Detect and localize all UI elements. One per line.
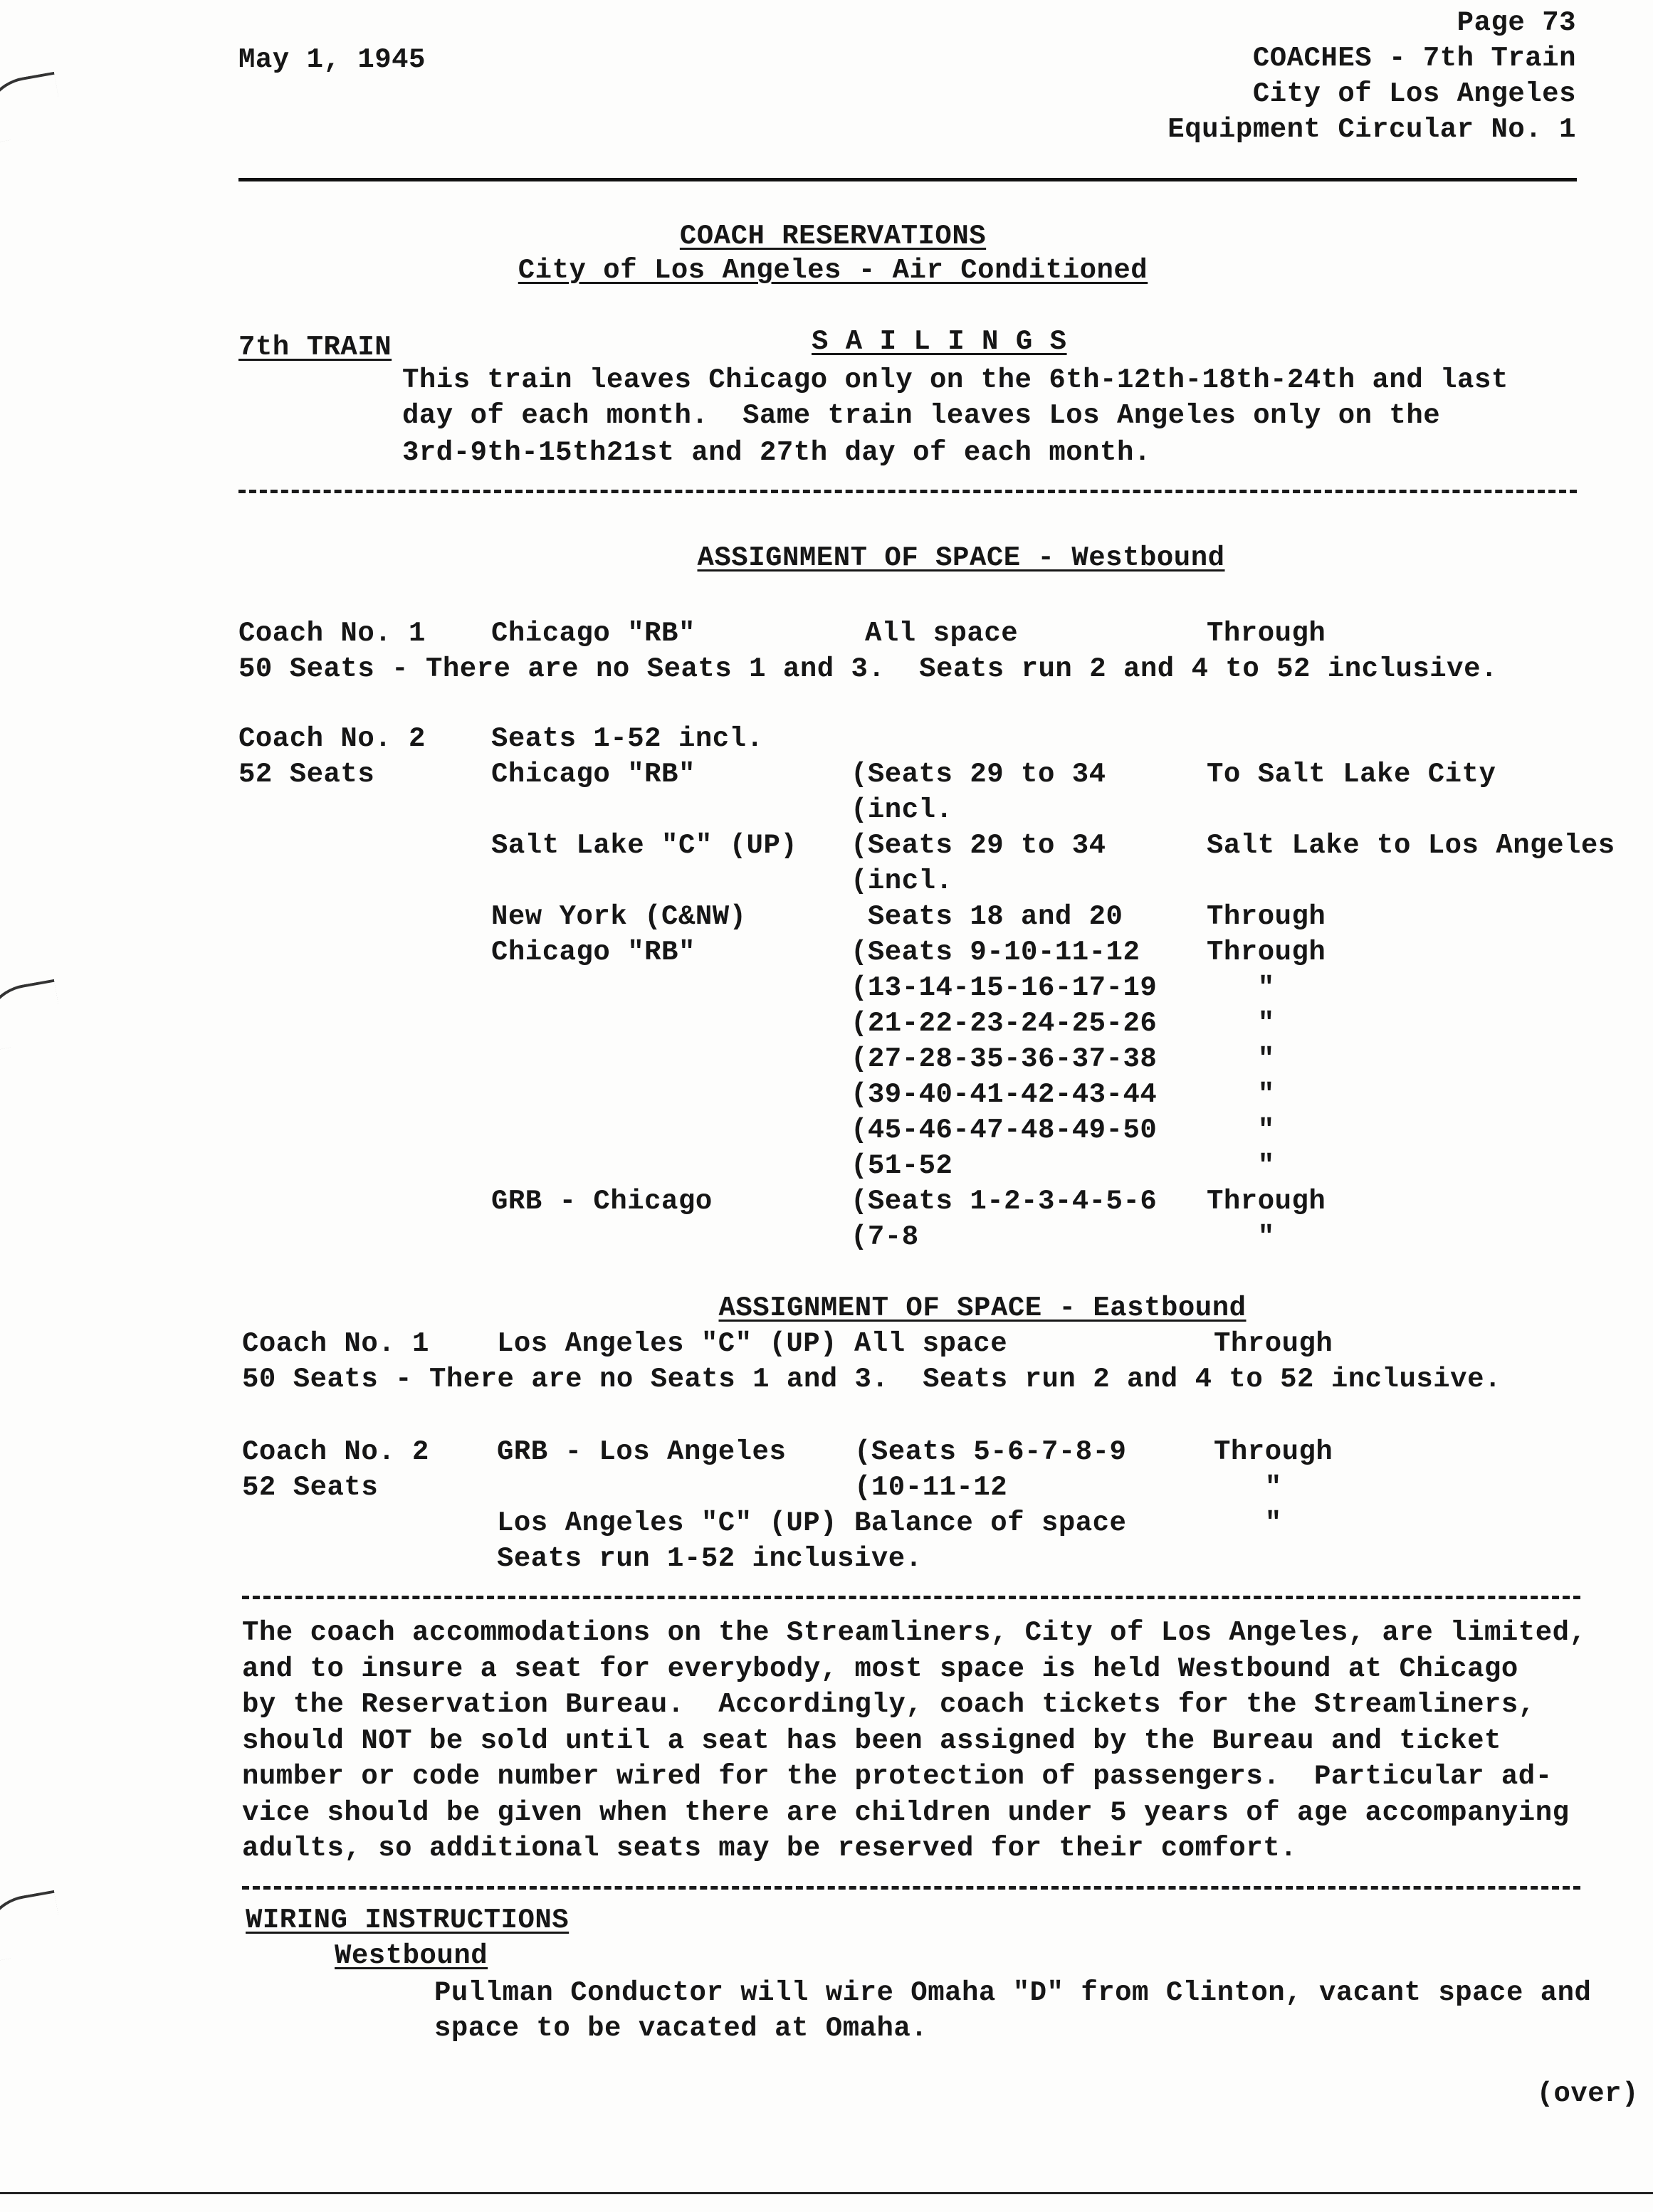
eb-coach2-count: 52 Seats xyxy=(242,1472,379,1503)
header-section: COACHES - 7th Train xyxy=(1252,43,1576,74)
wb-row-dest: " xyxy=(1207,1150,1275,1181)
wiring-line-1: Pullman Conductor will wire Omaha "D" from Clinton, vacant space and xyxy=(434,1977,1592,2008)
eb-coach1-origin: Los Angeles "C" (UP) All space xyxy=(497,1328,1008,1359)
eb-row-origin: GRB - Los Angeles xyxy=(497,1436,787,1468)
header-date: May 1, 1945 xyxy=(238,44,426,75)
wb-coach1-dest: Through xyxy=(1207,618,1326,649)
wb-row-seats: (Seats 29 to 34 xyxy=(851,830,1106,861)
eastbound-heading: ASSIGNMENT OF SPACE - Eastbound xyxy=(718,1292,1247,1324)
wb-row-seats: (Seats 29 to 34 xyxy=(851,759,1106,790)
wiring-heading: WIRING INSTRUCTIONS xyxy=(246,1905,570,1936)
wb-row-origin: Chicago "RB" xyxy=(491,759,696,790)
wb-row-seats: (51-52 xyxy=(851,1150,953,1181)
binder-hole-bottom xyxy=(0,1890,64,1964)
sailings-line-1: This train leaves Chicago only on the 6th-12th-18th-24th and last xyxy=(402,364,1508,396)
wb-row-seats: (27-28-35-36-37-38 xyxy=(851,1043,1158,1075)
wiring-line-2: space to be vacated at Omaha. xyxy=(434,2013,928,2044)
wiring-subheading: Westbound xyxy=(335,1940,488,1971)
sailings-heading: S A I L I N G S xyxy=(812,326,1067,357)
wb-coach1-origin: Chicago "RB" xyxy=(491,618,696,649)
eb-coach2-balance-dest: " xyxy=(1214,1507,1282,1539)
eb-coach2-inclusive: Seats run 1-52 inclusive. xyxy=(497,1543,923,1574)
wb-row-seats: (Seats 1-2-3-4-5-6 xyxy=(851,1186,1158,1217)
eb-coach1-note: 50 Seats - There are no Seats 1 and 3. Seats run 2 and 4 to 52 inclusive. xyxy=(242,1364,1501,1395)
notice-line: by the Reservation Bureau. Accordingly, coach tickets for the Streamliners, xyxy=(242,1689,1536,1720)
wb-row-dest: " xyxy=(1207,1079,1275,1110)
wb-coach1-note: 50 Seats - There are no Seats 1 and 3. Seats run 2 and 4 to 52 inclusive. xyxy=(238,653,1498,685)
binder-hole-middle xyxy=(0,979,64,1053)
wb-row-seats: (incl. xyxy=(851,865,953,897)
wb-row-dest: " xyxy=(1207,972,1275,1004)
wb-row-origin: Chicago "RB" xyxy=(491,937,696,968)
wb-row-dest: " xyxy=(1207,1008,1275,1039)
notice-line: The coach accommodations on the Streamliners, City of Los Angeles, are limited, xyxy=(242,1617,1587,1648)
header-circular: Equipment Circular No. 1 xyxy=(1167,114,1576,145)
wb-coach1-seats: All space xyxy=(865,618,1019,649)
wb-row-seats: (39-40-41-42-43-44 xyxy=(851,1079,1158,1110)
notice-line: should NOT be sold until a seat has been assigned by the Bureau and ticket xyxy=(242,1724,1501,1757)
wb-row-seats: (Seats 9-10-11-12 xyxy=(851,937,1140,968)
wb-row-dest: " xyxy=(1207,1043,1275,1075)
eb-coach2-balance: Los Angeles "C" (UP) Balance of space xyxy=(497,1507,1127,1539)
wb-row-seats: (7-8 xyxy=(851,1221,919,1253)
dashed-divider-2 xyxy=(242,1596,1580,1599)
header-page: Page 73 xyxy=(1457,7,1576,38)
wb-row-origin: Salt Lake "C" (UP) xyxy=(491,830,798,861)
wb-row-dest: To Salt Lake City xyxy=(1207,759,1496,790)
page-subtitle: City of Los Angeles - Air Conditioned xyxy=(518,255,1148,286)
wb-row-origin: GRB - Chicago xyxy=(491,1186,713,1217)
wb-row-dest: Through xyxy=(1207,937,1326,968)
eb-coach1-label: Coach No. 1 xyxy=(242,1328,429,1359)
page-title: COACH RESERVATIONS xyxy=(679,221,987,252)
header-rule xyxy=(238,178,1577,181)
wb-coach1-label: Coach No. 1 xyxy=(238,618,426,649)
eb-row-seats: (10-11-12 xyxy=(854,1472,1008,1503)
eb-row-dest: " xyxy=(1214,1472,1282,1503)
eb-coach2-label: Coach No. 2 xyxy=(242,1436,429,1468)
wb-row-dest: Salt Lake to Los Angeles xyxy=(1207,830,1615,861)
footer-over: (over) xyxy=(1536,2078,1639,2110)
wb-row-origin: New York (C&NW) xyxy=(491,901,747,932)
eb-row-seats: (Seats 5-6-7-8-9 xyxy=(854,1436,1127,1468)
wb-row-dest: " xyxy=(1207,1115,1275,1146)
notice-line: adults, so additional seats may be reserved for their comfort. xyxy=(242,1833,1298,1864)
binder-hole-top xyxy=(0,72,64,145)
wb-row-seats: Seats 18 and 20 xyxy=(851,901,1123,932)
notice-line: and to insure a seat for everybody, most space is held Westbound at Chicago xyxy=(242,1653,1518,1685)
wb-row-dest: Through xyxy=(1207,901,1326,932)
wb-row-seats: (13-14-15-16-17-19 xyxy=(851,972,1158,1004)
dashed-divider-1 xyxy=(238,490,1577,493)
wb-coach2-header: Seats 1-52 incl. xyxy=(491,723,764,754)
wb-row-dest: Through xyxy=(1207,1186,1326,1217)
page-bottom-edge xyxy=(0,2192,1653,2194)
dashed-divider-3 xyxy=(242,1886,1580,1890)
westbound-heading: ASSIGNMENT OF SPACE - Westbound xyxy=(697,542,1225,574)
sailings-line-3: 3rd-9th-15th21st and 27th day of each month. xyxy=(402,437,1151,468)
notice-line: number or code number wired for the protection of passengers. Particular ad- xyxy=(242,1761,1553,1792)
wb-row-seats: (45-46-47-48-49-50 xyxy=(851,1115,1158,1146)
wb-row-dest: " xyxy=(1207,1221,1275,1253)
sailings-line-2: day of each month. Same train leaves Los Angeles only on the xyxy=(402,400,1441,431)
wb-row-seats: (incl. xyxy=(851,794,953,826)
wb-coach2-count: 52 Seats xyxy=(238,759,375,790)
train-label: 7th TRAIN xyxy=(238,332,392,363)
eb-row-dest: Through xyxy=(1214,1436,1333,1468)
header-train: City of Los Angeles xyxy=(1252,78,1576,110)
notice-line: vice should be given when there are children under 5 years of age accompanying xyxy=(242,1796,1570,1828)
wb-row-seats: (21-22-23-24-25-26 xyxy=(851,1008,1158,1039)
eb-coach1-dest: Through xyxy=(1214,1328,1333,1359)
wb-coach2-label: Coach No. 2 xyxy=(238,723,426,754)
